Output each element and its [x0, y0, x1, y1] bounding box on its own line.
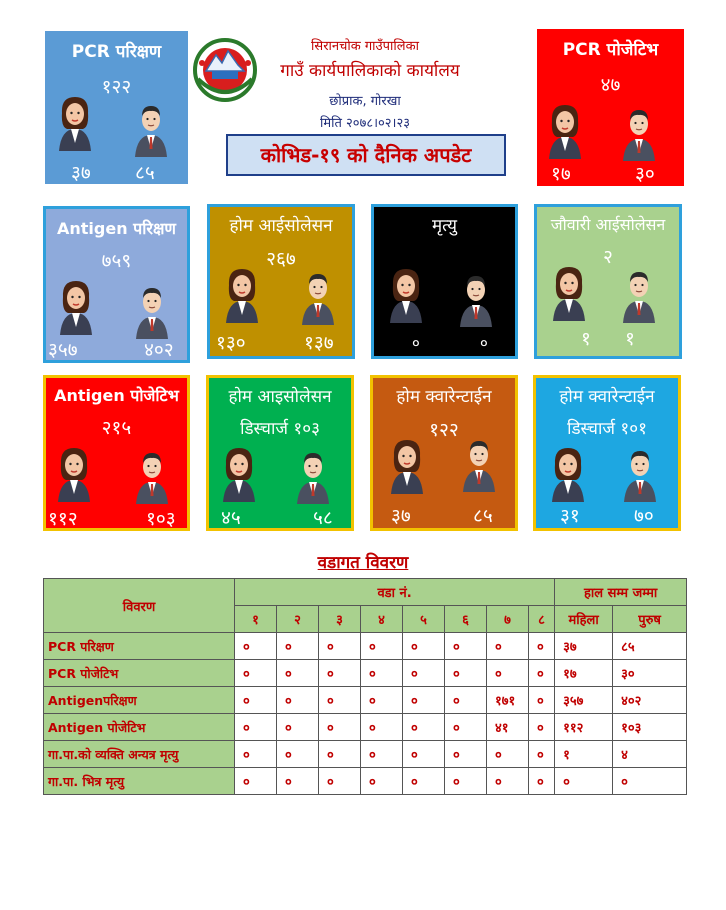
table-cell: ०: [529, 768, 555, 795]
table-cell: ०: [403, 687, 445, 714]
table-cell: ०: [319, 714, 361, 741]
ward-number-header: ४: [361, 606, 403, 633]
card-title: होम आइसोलेसन: [228, 387, 332, 407]
male-figure-icon: [622, 446, 658, 502]
card-total: १२२: [429, 419, 459, 441]
table-row: [44, 768, 687, 795]
table-cell: ०: [361, 660, 403, 687]
municipality-name: सिरानचोक गाउँपालिका: [311, 39, 419, 54]
row-label: Antigenपरिक्षण: [44, 687, 235, 714]
female-count: ३५७: [48, 339, 78, 361]
table-cell: ०: [529, 741, 555, 768]
card-title: PCR परिक्षण: [71, 42, 162, 62]
location-text: छोप्राक, गोरखा: [329, 94, 401, 109]
table-cell: ०: [487, 741, 529, 768]
table-cell: ०: [361, 741, 403, 768]
female-count: १: [581, 328, 591, 350]
card-home-quarantine: [370, 375, 518, 531]
card-death: [371, 204, 518, 359]
office-name: गाउँ कार्यपालिकाको कार्यालय: [280, 61, 460, 81]
card-subtitle: डिस्चार्ज १०१: [567, 419, 647, 439]
table-row: [44, 687, 687, 714]
table-cell: ०: [277, 687, 319, 714]
female-figure-icon: [386, 267, 426, 323]
table-cell: ०: [319, 741, 361, 768]
female-figure-icon: [219, 446, 259, 502]
ward-number-header: ३: [319, 606, 361, 633]
male-count: ८५: [473, 505, 493, 527]
col-header-description: विवरण: [44, 579, 235, 633]
male-figure-icon: [621, 105, 657, 161]
table-cell: ०: [235, 660, 277, 687]
table-cell: ०: [555, 768, 613, 795]
table-cell: १७१: [487, 687, 529, 714]
card-title: मृत्यु: [432, 216, 457, 236]
table-cell: ०: [235, 687, 277, 714]
col-header-total: हाल सम्म जम्मा: [555, 579, 687, 606]
male-count: १: [625, 328, 635, 350]
table-cell: ४: [613, 741, 687, 768]
table-cell: ०: [529, 660, 555, 687]
female-figure-icon: [548, 446, 588, 502]
ward-number-header: ५: [403, 606, 445, 633]
female-count: १३०: [216, 332, 246, 354]
table-cell: ०: [235, 768, 277, 795]
table-cell: ०: [403, 660, 445, 687]
male-figure-icon: [621, 267, 657, 323]
female-figure-icon: [387, 438, 427, 494]
card-total: २१५: [101, 417, 132, 439]
table-cell: ४०२: [613, 687, 687, 714]
card-total: २६७: [266, 248, 296, 270]
table-cell: ०: [529, 633, 555, 660]
table-row: [44, 741, 687, 768]
table-cell: ०: [403, 768, 445, 795]
ward-number-header: २: [277, 606, 319, 633]
female-figure-icon: [549, 265, 589, 321]
table-cell: ०: [529, 687, 555, 714]
table-cell: ०: [361, 687, 403, 714]
table-cell: ०: [319, 660, 361, 687]
female-figure-icon: [545, 103, 585, 159]
table-cell: ०: [445, 714, 487, 741]
card-home-isolation: [207, 204, 355, 359]
card-title: PCR पोजेटिभ: [562, 40, 659, 60]
emblem-logo: [192, 35, 258, 105]
ward-number-header: ८: [529, 606, 555, 633]
table-cell: ०: [319, 687, 361, 714]
date-text: मिति २०७८।०२।२३: [320, 116, 410, 131]
table-cell: ११२: [555, 714, 613, 741]
table-cell: ०: [487, 768, 529, 795]
table-cell: ०: [487, 633, 529, 660]
card-title: Antigen पोजेटिभ: [54, 386, 179, 405]
male-count: ४०२: [144, 339, 174, 361]
female-count: ३७: [391, 505, 411, 527]
female-count: ११२: [48, 508, 78, 530]
table-cell: ४१: [487, 714, 529, 741]
female-figure-icon: [55, 95, 95, 151]
card-total: २: [603, 246, 613, 268]
table-cell: ०: [277, 768, 319, 795]
male-figure-icon: [461, 436, 497, 492]
table-cell: ०: [277, 660, 319, 687]
table-cell: ०: [445, 741, 487, 768]
card-twin-isolation: [534, 204, 682, 359]
male-count: ७०: [634, 505, 654, 527]
table-cell: ०: [361, 768, 403, 795]
table-cell: १७: [555, 660, 613, 687]
ward-table: [43, 578, 687, 795]
card-title: होम आईसोलेसन: [229, 216, 333, 236]
table-cell: १: [555, 741, 613, 768]
col-header-female: महिला: [555, 606, 613, 633]
table-cell: ०: [487, 660, 529, 687]
female-figure-icon: [56, 279, 96, 335]
table-cell: ०: [613, 768, 687, 795]
table-cell: ०: [361, 714, 403, 741]
table-cell: ०: [445, 768, 487, 795]
table-row: [44, 633, 687, 660]
table-cell: ०: [445, 660, 487, 687]
card-subtitle: डिस्चार्ज १०३: [240, 419, 320, 439]
table-cell: ०: [403, 714, 445, 741]
female-count: ३१: [560, 505, 580, 527]
card-pcr-positive: [537, 29, 684, 186]
male-figure-icon: [134, 448, 170, 504]
female-count: ३७: [71, 162, 91, 184]
male-figure-icon: [295, 448, 331, 504]
card-total: ७५९: [101, 250, 132, 272]
row-label: गा.पा. भित्र मृत्यु: [44, 768, 235, 795]
table-cell: ०: [319, 768, 361, 795]
card-title: Antigen परिक्षण: [57, 219, 176, 238]
female-figure-icon: [222, 267, 262, 323]
card-total: १२२: [101, 76, 132, 98]
card-pcr-test: [43, 29, 190, 186]
card-home-isolation-discharge: [206, 375, 354, 531]
table-cell: ०: [361, 633, 403, 660]
ward-table-heading: वडागत विवरण: [317, 553, 409, 573]
row-label: PCR पोजेटिभ: [44, 660, 235, 687]
table-cell: ०: [445, 687, 487, 714]
card-antigen-test: [43, 206, 190, 363]
card-total: ४७: [600, 74, 621, 96]
ward-number-header: ६: [445, 606, 487, 633]
card-antigen-positive: [43, 375, 190, 531]
row-label: Antigen पोजेटिभ: [44, 714, 235, 741]
male-count: ३०: [635, 163, 655, 185]
table-cell: १०३: [613, 714, 687, 741]
table-cell: ०: [235, 633, 277, 660]
male-figure-icon: [133, 101, 169, 157]
table-cell: ०: [319, 633, 361, 660]
male-figure-icon: [458, 271, 494, 327]
ward-number-header: १: [235, 606, 277, 633]
male-figure-icon: [300, 269, 336, 325]
male-count: १०३: [146, 508, 176, 530]
table-cell: ०: [277, 633, 319, 660]
female-count: १७: [551, 163, 571, 185]
table-cell: ३५७: [555, 687, 613, 714]
female-figure-icon: [54, 446, 94, 502]
table-cell: ०: [529, 714, 555, 741]
col-header-ward: वडा नं.: [235, 579, 555, 606]
row-label: गा.पा.को व्यक्ति अन्यत्र मृत्यु: [44, 741, 235, 768]
table-cell: ०: [445, 633, 487, 660]
female-count: ४५: [221, 507, 241, 529]
card-title: जौवारी आईसोलेसन: [550, 215, 666, 234]
female-count: ०: [412, 334, 420, 352]
table-cell: ०: [235, 714, 277, 741]
table-row: [44, 660, 687, 687]
male-count: ८५: [135, 162, 155, 184]
table-cell: ३०: [613, 660, 687, 687]
male-count: ०: [480, 334, 488, 352]
row-label: PCR परिक्षण: [44, 633, 235, 660]
card-title: होम क्वारेन्टाईन: [396, 387, 492, 407]
table-cell: ०: [403, 741, 445, 768]
table-cell: ०: [235, 741, 277, 768]
table-row: [44, 714, 687, 741]
male-count: ५८: [313, 507, 333, 529]
card-home-quarantine-discharge: [533, 375, 681, 531]
table-cell: ०: [277, 714, 319, 741]
male-figure-icon: [134, 283, 170, 339]
col-header-male: पुरुष: [613, 606, 687, 633]
table-cell: ३७: [555, 633, 613, 660]
male-count: १३७: [304, 332, 334, 354]
ward-number-header: ७: [487, 606, 529, 633]
table-cell: ०: [403, 633, 445, 660]
card-title: होम क्वारेन्टाईन: [559, 387, 655, 407]
daily-update-banner: कोभिड-१९ को दैनिक अपडेट: [226, 134, 506, 176]
table-cell: ०: [277, 741, 319, 768]
table-cell: ८५: [613, 633, 687, 660]
